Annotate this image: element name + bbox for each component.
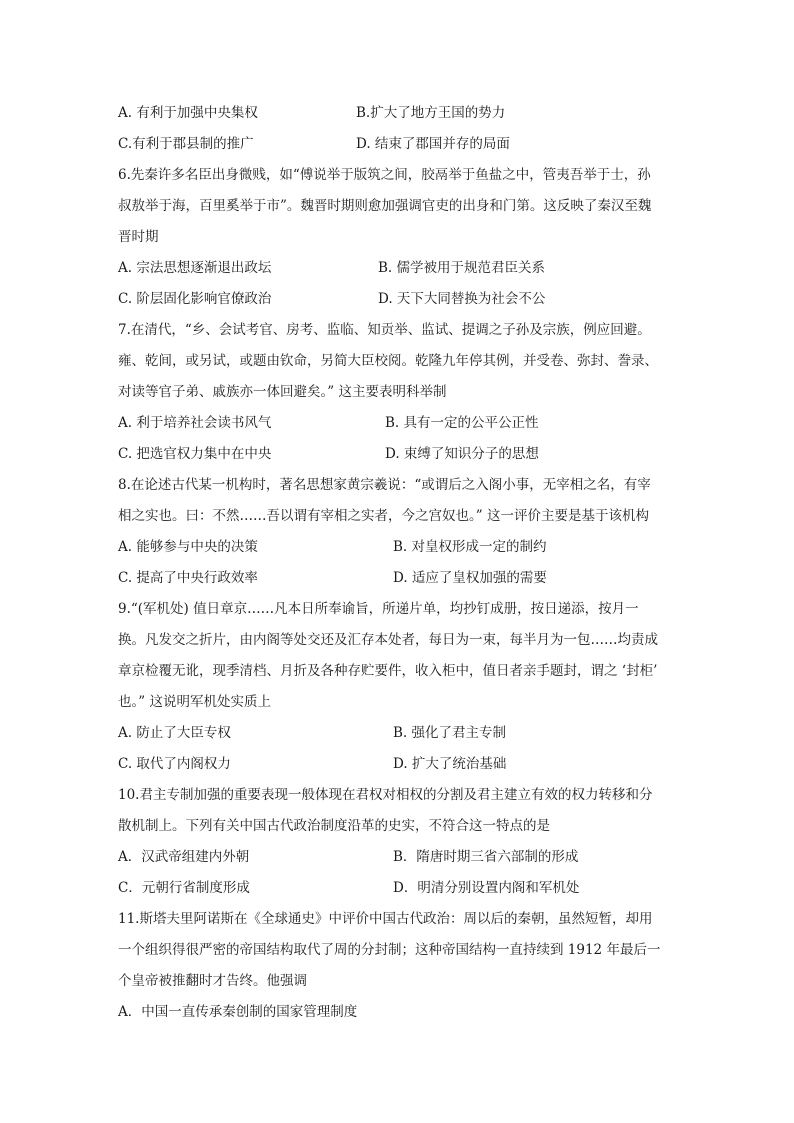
q9-option-b: B. 强化了君主专制 [393,725,507,741]
q9-option-d: D. 扩大了统治基础 [393,756,507,772]
q7-stem-line-3: 对读等官子弟、戚族亦一体回避矣。” 这主要表明科举制 [118,384,447,400]
q6-stem-line-1: 6.先秦许多名臣出身微贱，如“傅说举于版筑之间，胶鬲举于鱼盐之中，管夷吾举于士，孙 [118,167,651,183]
q5-option-a: A. 有利于加强中央集权 [118,105,258,121]
q8-stem-line-1: 8.在论述古代某一机构时，著名思想家黄宗羲说：“或谓后之入阁小事，无宰相之名，有宰 [118,477,651,493]
q9-stem-line-3: 章京检覆无讹，现季清档、月折及各种存贮要件，收入柜中，值日者亲手题封，谓之 ‘封柜’ [118,663,658,679]
q6-stem-line-3: 晋时期 [118,229,159,245]
q6-option-c: C. 阶层固化影响官僚政治 [118,291,272,307]
q11-stem-line-3: 个皇帝被推翻时才告终。他强调 [118,973,307,989]
q11-stem-line-1: 11.斯塔夫里阿诺斯在《全球通史》中评价中国古代政治：周以后的秦朝，虽然短暂，却用 [118,911,653,927]
q9-option-c: C. 取代了内阁权力 [118,756,231,772]
q8-option-d: D. 适应了皇权加强的需要 [393,570,547,586]
q5-option-c: C.有利于郡县制的推广 [118,136,254,152]
q10-option-a: A．汉武帝组建内外朝 [118,849,250,865]
q6-stem-line-2: 叔敖举于海，百里奚举于市”。魏晋时期则愈加强调官吏的出身和门第。这反映了秦汉至魏 [118,198,652,214]
q10-stem-line-1: 10.君主专制加强的重要表现一般体现在君权对相权的分割及君主建立有效的权力转移和分 [118,787,653,803]
q7-option-a: A. 利于培养社会读书风气 [118,415,272,431]
q8-option-b: B. 对皇权形成一定的制约 [393,539,547,555]
q8-stem-line-2: 相之实也。曰：不然……吾以谓有宰相之实者，今之宫奴也。” 这一评价主要是基于该机构 [118,508,649,524]
q6-option-d: D. 天下大同替换为社会不公 [378,291,546,307]
q6-option-a: A. 宗法思想逐渐退出政坛 [118,260,272,276]
q11-option-a: A．中国一直传承秦创制的国家管理制度 [118,1004,358,1020]
q5-option-b: B.扩大了地方王国的势力 [356,105,506,121]
q7-option-d: D. 束缚了知识分子的思想 [385,446,539,462]
q10-option-c: C．元朝行省制度形成 [118,880,250,896]
q9-stem-line-1: 9.“(军机处) 值日章京……凡本日所奉谕旨，所递片单，均抄钉成册，按日递添，按月一 [118,601,639,617]
q9-option-a: A. 防止了大臣专权 [118,725,231,741]
q7-option-c: C. 把选官权力集中在中央 [118,446,272,462]
q10-stem-line-2: 散机制上。下列有关中国古代政治制度沿革的史实，不符合这一特点的是 [118,818,550,834]
q8-option-a: A. 能够参与中央的决策 [118,539,258,555]
q11-stem-line-2: 一个组织得很严密的帝国结构取代了周的分封制；这种帝国结构一直持续到 1912 年最后一 [118,942,661,958]
q7-option-b: B. 具有一定的公平公正性 [385,415,539,431]
q5-option-d: D. 结束了郡国并存的局面 [356,136,510,152]
q7-stem-line-1: 7.在清代，“乡、会试考官、房考、监临、知贡举、监试、提调之子孙及宗族，例应回避。 [118,322,651,338]
q9-stem-line-4: 也。” 这说明军机处实质上 [118,694,271,710]
q10-option-b: B．隋唐时期三省六部制的形成 [393,849,579,865]
q10-option-d: D．明清分别设置内阁和军机处 [393,880,580,896]
q9-stem-line-2: 换。凡发交之折片，由内阁等处交还及汇存本处者，每日为一束，每半月为一包……均责成 [118,632,658,648]
q8-option-c: C. 提高了中央行政效率 [118,570,258,586]
q6-option-b: B. 儒学被用于规范君臣关系 [378,260,546,276]
q7-stem-line-2: 雍、乾间，或另试，或题由钦命，另简大臣校阅。乾隆九年停其例，并受卷、弥封、誊录、 [118,353,658,369]
